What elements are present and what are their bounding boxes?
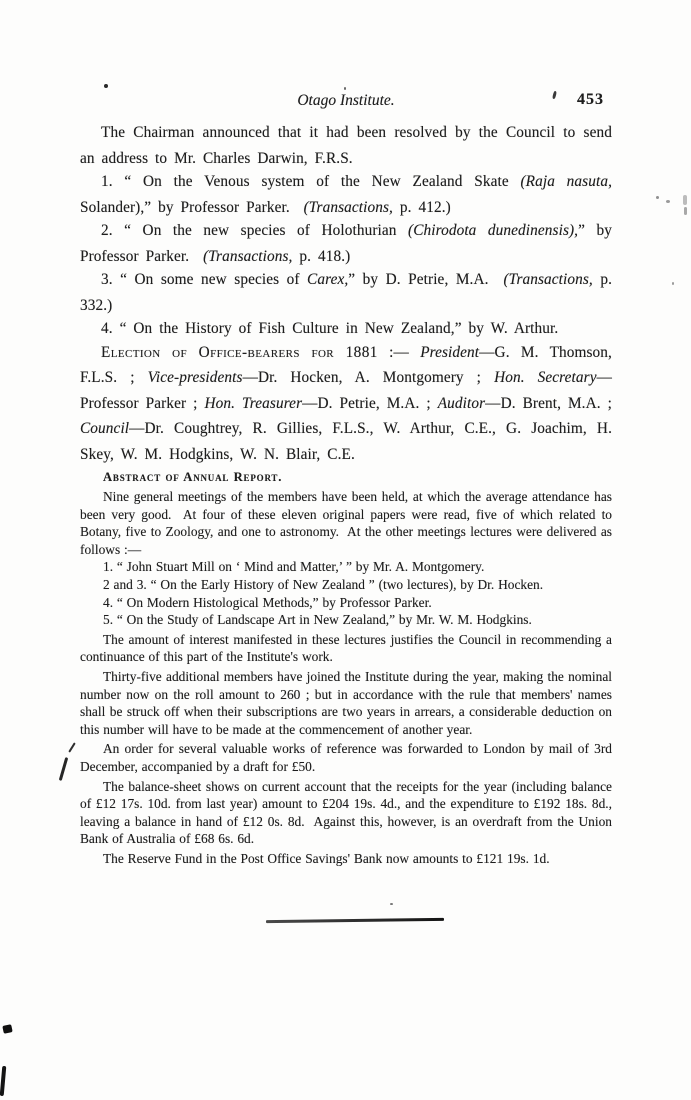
text-segment: Auditor	[437, 394, 486, 412]
paragraph-book-order	[80, 740, 612, 775]
scan-blot-bottom-left	[2, 1024, 12, 1034]
text-segment: (Raja nasuta,	[520, 173, 613, 190]
text-segment: (Transactions,	[303, 198, 393, 216]
text-segment: 4. “ On Modern Histological Methods,” by Professor Parker.	[103, 594, 432, 610]
text-segment: —G. M. Thomson, F.L.S. ;	[80, 343, 612, 386]
scan-pen-mark-upper	[68, 742, 76, 752]
paragraph-meetings	[80, 488, 612, 558]
text-segment: Election of Office-bearers for 1881	[101, 343, 378, 361]
lecture-item-5	[80, 611, 612, 629]
text-segment: The Chairman announced that it had been resolved by the Council to send an address to Mr. Charles Darwin, F.R.S.	[80, 124, 612, 167]
text-segment: p. 332.)	[80, 271, 613, 314]
scan-smudge-right-edge-2	[684, 207, 687, 215]
text-segment: Carex,	[307, 271, 349, 288]
text-segment: Vice-presidents	[147, 369, 243, 386]
text-segment: p. 418.)	[292, 247, 351, 265]
paragraph-membership	[80, 668, 612, 738]
text-segment: 3. “ On some new species of	[101, 271, 308, 288]
paragraph-interest	[80, 631, 612, 666]
text-segment: ” by D. Petrie, M.A.	[348, 271, 504, 288]
text-segment: —Professor Parker ;	[80, 369, 613, 412]
text-segment: The balance-sheet shows on current account that the receipts for the year (including balance of £12 17s. 10d. from last year) amount to £204 19s. 4d., and the expenditure to £192 18s. 8d., leaving a balance in hand of £12 0s. 8d. Against this, however, is an overdraft from the Union Bank of Australia of £68 6s. 6d.	[80, 778, 612, 847]
text-segment: Hon. Secretary	[494, 369, 597, 386]
running-header-title: Otago Institute.	[297, 92, 395, 109]
page-number: 453	[577, 91, 604, 108]
scan-speck-top-left	[104, 84, 108, 88]
text-segment: 4. “ On the History of Fish Culture in New Zealand,” by W. Arthur.	[101, 320, 559, 337]
lecture-item-1	[80, 558, 612, 576]
text-segment: 2 and 3. “ On the Early History of New Zealand ” (two lectures), by Dr. Hocken.	[103, 576, 544, 592]
paragraph-balance-sheet	[80, 778, 612, 848]
minutes-section	[80, 120, 612, 467]
text-segment: Nine general meetings of the members have been held, at which the average attendance has been very good. At four of these eleven original papers were read, five of which related to Botany, five to Zoology, and one to astronomy. At the other meetings lectures were delivered as follows :—	[80, 489, 612, 557]
text-segment: (Transactions,	[503, 271, 593, 288]
text-segment: —Dr. Coughtrey, R. Gillies, F.L.S., W. Arthur, C.E., G. Joachim, H. Skey, W. M. Hodgkins, W. N. Blair, C.E.	[80, 420, 612, 463]
text-segment: ” by Professor Parker.	[80, 222, 612, 265]
text-segment: 5. “ On the Study of Landscape Art in New Zealand,” by Mr. W. M. Hodgkins.	[103, 612, 532, 628]
text-segment: Solander),” by Professor Parker.	[80, 198, 304, 216]
scan-speck-above-rule	[390, 903, 393, 905]
paper-item-3	[80, 267, 612, 318]
paper-item-2	[80, 218, 612, 269]
scan-smudge-right-edge	[683, 195, 687, 205]
text-segment: Council	[80, 420, 130, 437]
text-segment: :—	[377, 343, 421, 361]
page-content	[80, 92, 612, 867]
scan-pen-mark-lower	[59, 757, 68, 781]
scan-speck-right-margin-1	[656, 196, 659, 199]
text-segment: —Dr. Hocken, A. Montgomery ;	[242, 369, 495, 386]
section-end-rule	[266, 918, 444, 923]
text-segment: Hon. Treasurer	[204, 394, 303, 412]
text-segment: President	[420, 343, 480, 361]
running-header	[80, 92, 612, 112]
text-segment: (Transactions,	[203, 247, 293, 265]
scan-speck-mid-right	[672, 282, 674, 285]
paragraph-reserve-fund	[80, 850, 612, 868]
text-segment: 2. “ On the new species of Holothurian	[101, 222, 408, 239]
text-segment: The Reserve Fund in the Post Office Savings' Bank now amounts to £121 19s. 1d.	[103, 850, 550, 866]
text-segment: —D. Brent, M.A. ;	[485, 394, 613, 412]
text-segment: —D. Petrie, M.A. ;	[302, 394, 438, 412]
scan-speck-right-margin-2	[666, 200, 670, 203]
annual-report-section	[80, 469, 612, 867]
scan-dot-above-title	[344, 87, 346, 90]
paragraph-election-of-office-bearers	[80, 340, 612, 468]
lecture-item-4	[80, 594, 612, 612]
lecture-item-2-3	[80, 576, 612, 594]
paragraph-chairman-address	[80, 120, 612, 171]
paper-item-4	[80, 316, 612, 342]
text-segment: The amount of interest manifested in these lectures justifies the Council in recommending a continuance of this part of the Institute's work.	[80, 631, 612, 665]
text-segment: p. 412.)	[392, 198, 451, 216]
scan-stroke-bottom-left	[0, 1066, 6, 1096]
text-segment: 1. “ On the Venous system of the New Zealand Skate	[101, 173, 521, 190]
text-segment: Thirty-five additional members have joined the Institute during the year, making the nominal number now on the roll amount to 260 ; but in accordance with the rule that members' names shall be struck off when their subscriptions are two years in arrears, a considerable deduction on this number will have to be made at the commencement of another year.	[80, 668, 612, 737]
text-segment: An order for several valuable works of reference was forwarded to London by mail of 3rd December, accompanied by a draft for £50.	[80, 741, 612, 774]
paper-item-1	[80, 169, 612, 220]
text-segment: (Chirodota dunedinensis),	[408, 222, 579, 239]
text-segment: 1. “ John Stuart Mill on ‘ Mind and Matter,’ ” by Mr. A. Montgomery.	[103, 559, 485, 575]
section-heading-abstract: Abstract of Annual Report.	[103, 470, 283, 484]
